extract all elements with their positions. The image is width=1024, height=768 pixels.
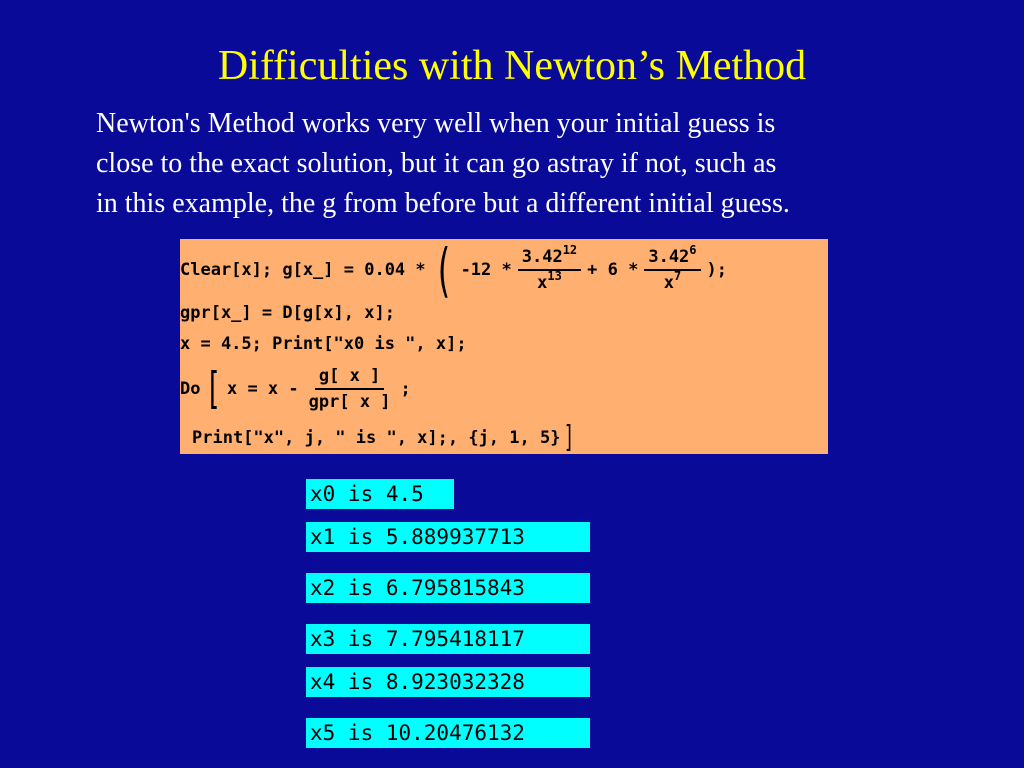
- open-paren: (: [433, 236, 453, 304]
- code-text: ;: [400, 379, 411, 399]
- code-text: + 6 *: [587, 260, 639, 280]
- fraction-denominator: $x^7$: [663, 269, 682, 293]
- paragraph-line: in this example, the g from before but a different initial guess.: [96, 188, 790, 219]
- code-text: -12 *: [460, 260, 512, 280]
- code-line-2: gpr[x_] = D[g[x], x];: [180, 303, 395, 323]
- fraction-numerator: 3.42$^{12}$: [518, 247, 581, 271]
- output-line: x4 is 8.923032328: [306, 667, 590, 697]
- code-line-1: [180, 236, 728, 304]
- fraction-denominator: $x^{13}$: [537, 269, 562, 293]
- fraction-denominator: gpr[ x ]: [308, 392, 391, 412]
- output-line: x5 is 10.20476132: [306, 718, 590, 748]
- code-line-4: [180, 361, 411, 417]
- code-text: x = x -: [226, 379, 299, 399]
- output-line: x2 is 6.795815843: [306, 573, 590, 603]
- fraction-numerator: g[ x ]: [315, 366, 384, 390]
- paragraph-line: close to the exact solution, but it can go astray if not, such as: [96, 148, 777, 179]
- output-line: x0 is 4.5: [306, 479, 454, 509]
- code-line-3: x = 4.5; Print["x0 is ", x];: [180, 334, 467, 354]
- code-text: Do: [180, 379, 201, 399]
- close-paren: );: [706, 259, 728, 280]
- fraction-2: [644, 243, 700, 293]
- slide-title: Difficulties with Newton’s Method: [217, 43, 807, 89]
- fraction-1: [518, 243, 581, 293]
- open-bracket: [: [205, 363, 222, 414]
- close-bracket: ]: [564, 420, 575, 455]
- code-text: Clear[x]; g[x_] = 0.04 *: [180, 260, 426, 280]
- code-text: Print["x", j, " is ", x];, {j, 1, 5}: [192, 428, 561, 448]
- intro-paragraph: [96, 104, 976, 224]
- code-block: [180, 236, 828, 455]
- fraction-numerator: 3.42$^6$: [644, 247, 700, 271]
- output-line: x3 is 7.795418117: [306, 624, 590, 654]
- code-line-5: [192, 420, 579, 455]
- fraction-3: [305, 366, 395, 412]
- output-line: x1 is 5.889937713: [306, 522, 590, 552]
- paragraph-line: Newton's Method works very well when your initial guess is: [96, 108, 776, 139]
